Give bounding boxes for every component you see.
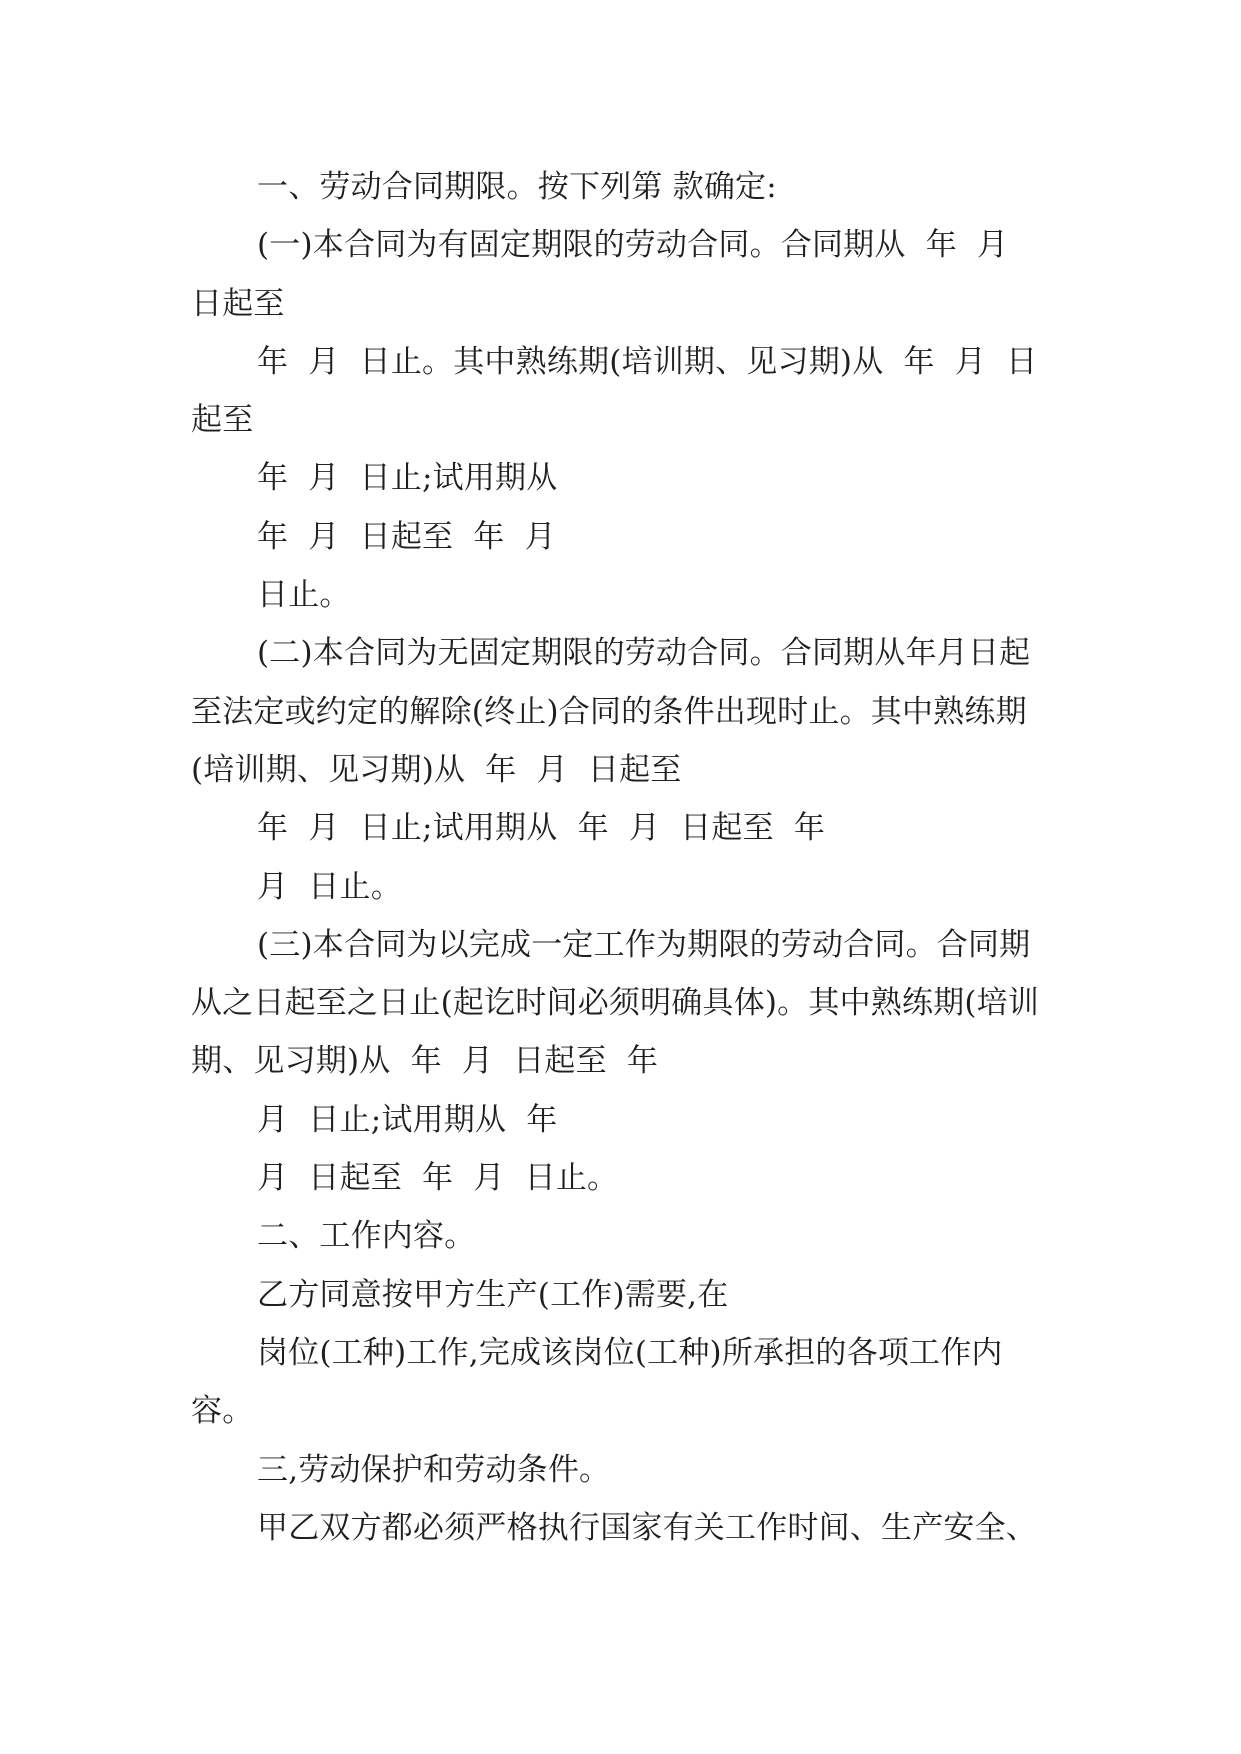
paragraph: 月 日止;试用期从 年 [257, 1101, 558, 1138]
section-title-contract-term: 一、劳动合同期限。按下列第 款确定: [257, 169, 777, 205]
paragraph: (二)本合同为无固定期限的劳动合同。合同期从年月日起至法定或约定的解除(终止)合同的条件出现时止。其中熟练期(培训期、见习期)从 年 月 日起至 [191, 635, 1031, 788]
paragraph: 月 日止。 [257, 868, 402, 905]
section-title-work-content: 二、工作内容。 [257, 1218, 476, 1255]
paragraph: (三)本合同为以完成一定工作为期限的劳动合同。合同期从之日起至之日止(起讫时间必须明确具体)。其中熟练期(培训期、见习期)从 年 月 日起至 年 [191, 926, 1040, 1080]
paragraph: (一)本合同为有固定期限的劳动合同。合同期从 年 月 日起至 [191, 227, 1029, 322]
paragraph: 乙方同意按甲方生产(工作)需要,在 [257, 1276, 729, 1313]
paragraph: 月 日起至 年 月 日止。 [257, 1160, 619, 1197]
section-title-labor-protection: 三,劳动保护和劳动条件。 [257, 1451, 611, 1488]
paragraph: 年 月 日起至 年 月 [257, 518, 556, 555]
paragraph: 甲乙双方都必须严格执行国家有关工作时间、生产安全、 [257, 1509, 1037, 1546]
paragraph: 日止。 [257, 577, 351, 614]
paragraph: 年 月 日止;试用期从 年 月 日起至 年 [257, 810, 826, 847]
paragraph: 年 月 日止;试用期从 [257, 460, 558, 497]
paragraph: 岗位(工种)工作,完成该岗位(工种)所承担的各项工作内容。 [191, 1334, 1003, 1430]
contract-text [191, 158, 1053, 1557]
paragraph: 年 月 日止。其中熟练期(培训期、见习期)从 年 月 日起至 [191, 343, 1038, 439]
